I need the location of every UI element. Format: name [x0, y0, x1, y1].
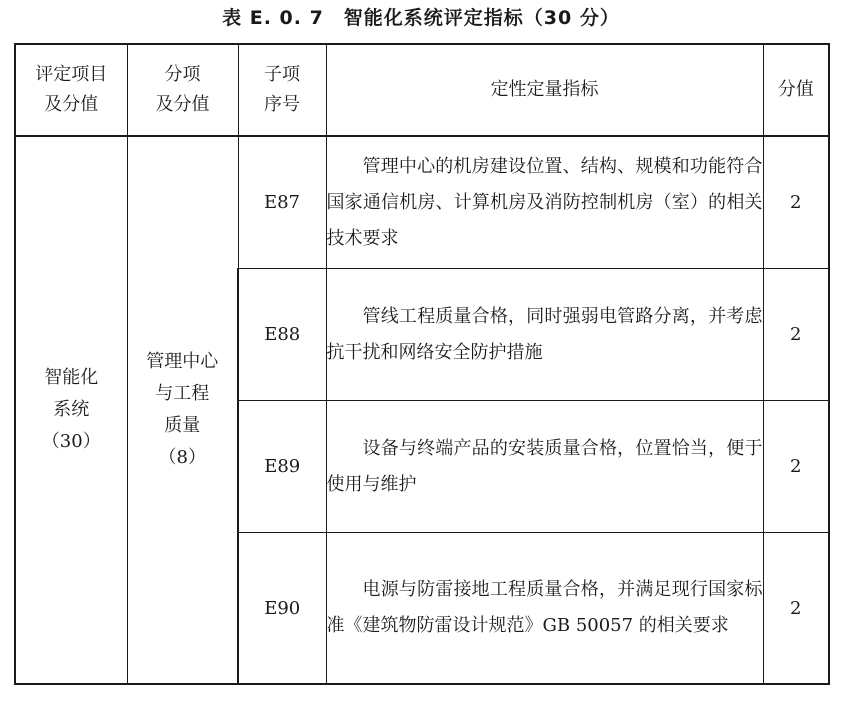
header-item-line1: 评定项目: [35, 64, 108, 85]
table-title: 表 E. 0. 7 智能化系统评定指标（30 分）: [222, 7, 620, 29]
header-code-line2: 序号: [264, 94, 300, 115]
code-cell: E88: [238, 269, 326, 401]
item-cell: [15, 136, 127, 684]
code-cell: E89: [238, 401, 326, 533]
header-code: [238, 44, 326, 136]
indicator-cell: 设备与终端产品的安装质量合格，位置恰当，便于使用与维护: [326, 401, 763, 533]
header-item: [15, 44, 127, 136]
subitem-line4: （8）: [158, 447, 206, 468]
header-subitem-line2: 及分值: [155, 94, 210, 115]
code-cell: E90: [238, 533, 326, 685]
score-cell: 2: [763, 269, 829, 401]
item-line1: 智能化: [44, 367, 99, 388]
header-subitem-line1: 分项: [164, 64, 201, 85]
subitem-line2: 与工程: [155, 383, 210, 404]
score-cell: 2: [763, 533, 829, 685]
table-row: [15, 136, 829, 269]
header-indicator: 定性定量指标: [326, 44, 763, 136]
score-cell: 2: [763, 401, 829, 533]
item-line3: （30）: [41, 431, 101, 452]
header-item-line2: 及分值: [44, 94, 99, 115]
item-line2: 系统: [53, 399, 90, 420]
subitem-line1: 管理中心: [146, 351, 219, 372]
subitem-line3: 质量: [164, 415, 201, 436]
indicator-cell: 管线工程质量合格，同时强弱电管路分离，并考虑抗干扰和网络安全防护措施: [326, 269, 763, 401]
subitem-cell: [127, 136, 238, 684]
score-cell: 2: [763, 136, 829, 269]
header-score: 分值: [763, 44, 829, 136]
evaluation-table: [14, 43, 830, 685]
header-row: [15, 44, 829, 136]
indicator-cell: 电源与防雷接地工程质量合格，并满足现行国家标准《建筑物防雷设计规范》GB 50057 的相关要求: [326, 533, 763, 685]
header-subitem: [127, 44, 238, 136]
header-code-line1: 子项: [264, 64, 300, 85]
code-cell: E87: [238, 136, 326, 269]
indicator-cell: 管理中心的机房建设位置、结构、规模和功能符合国家通信机房、计算机房及消防控制机房（室）的相关技术要求: [326, 136, 763, 269]
